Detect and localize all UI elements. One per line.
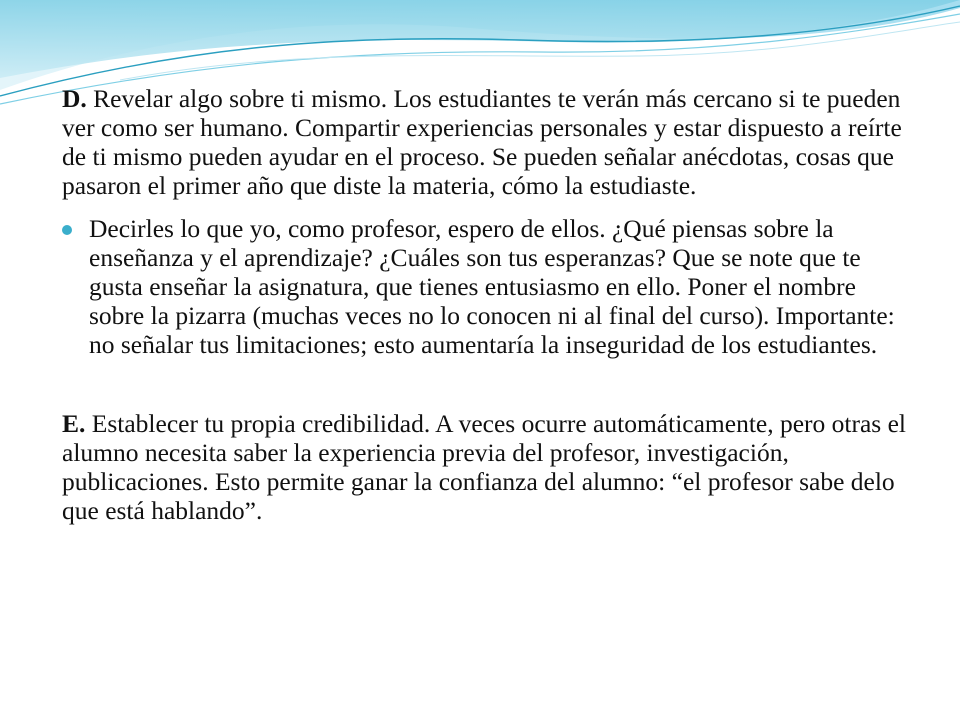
bullet-dot-icon bbox=[62, 225, 72, 235]
paragraph-d-label: D. bbox=[62, 84, 87, 113]
paragraph-e-text: Establecer tu propia credibilidad. A veces ocurre automáticamente, pero otras el alumno necesita saber la experiencia previa del profesor, investigación, publicaciones. Esto permite ganar la confianza del alumno: “el profesor sabe delo que está hablando”. bbox=[62, 409, 907, 525]
bullet-list-item bbox=[62, 214, 907, 359]
paragraph-e bbox=[62, 409, 907, 525]
paragraph-d bbox=[62, 84, 907, 200]
slide-body bbox=[62, 84, 907, 525]
paragraph-e-label: E. bbox=[62, 409, 86, 438]
paragraph-d-text: Revelar algo sobre ti mismo. Los estudiantes te verán más cercano si te pueden ver como ser humano. Compartir experiencias personales y estar dispuesto a reírte de ti mismo pueden ayudar en el proceso. Se pueden señalar anécdotas, cosas que pasaron el primer año que diste la materia, cómo la estudiaste. bbox=[62, 84, 902, 200]
bullet-text: Decirles lo que yo, como profesor, espero de ellos. ¿Qué piensas sobre la enseñanza y el aprendizaje? ¿Cuáles son tus esperanzas? Que se note que te gusta enseñar la asignatura, que tienes entusiasmo en ello. Poner el nombre sobre la pizarra (muchas veces no lo conocen ni al final del curso). Importante: no señalar tus limitaciones; esto aumentaría la inseguridad de los estudiantes. bbox=[89, 214, 895, 359]
